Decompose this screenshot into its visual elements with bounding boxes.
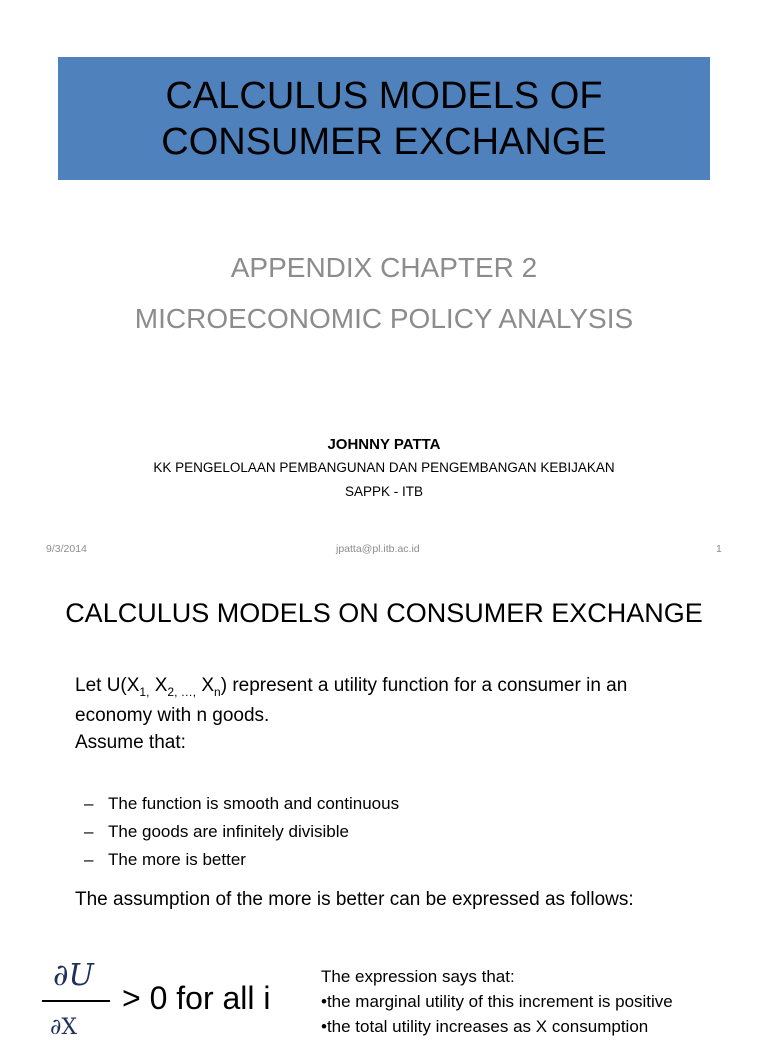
explanation-line-2: •the marginal utility of this increment is positive — [321, 992, 673, 1011]
affiliation-line-2: SAPPK - ITB — [344, 484, 424, 499]
footer-page-number: 1 — [716, 543, 722, 555]
intro-paragraph — [75, 674, 627, 728]
subscript-2: 2, …, — [167, 684, 197, 699]
intro-text-pre: Let U(X — [75, 675, 140, 696]
assume-heading: Assume that: — [75, 732, 186, 753]
intro-text-line2: economy with n goods. — [75, 704, 270, 726]
list-item-text: The function is smooth and continuous — [108, 794, 400, 813]
list-item: – The function is smooth and continuous — [84, 794, 400, 813]
formula-denominator: ∂X — [50, 1015, 78, 1040]
list-item-text: The goods are infinitely divisible — [108, 822, 349, 841]
footer-date: 9/3/2014 — [46, 543, 87, 555]
footer-email: jpatta@pl.itb.ac.id — [336, 543, 420, 555]
slide2-title: CALCULUS MODELS ON CONSUMER EXCHANGE — [65, 598, 703, 628]
subtitle-line-2: MICROECONOMIC POLICY ANALYSIS — [134, 303, 634, 334]
intro-text-mid2: X — [196, 675, 215, 696]
list-item-text: The more is better — [108, 850, 246, 869]
subtitle-line-1: APPENDIX CHAPTER 2 — [230, 252, 538, 283]
formula-numerator: ∂U — [53, 958, 94, 993]
formula-rhs: > 0 for all i — [122, 980, 271, 1016]
list-item: – The more is better — [84, 850, 246, 869]
intro-text-mid1: X — [149, 675, 168, 696]
subscript-1: 1, — [139, 684, 150, 699]
author-name: JOHNNY PATTA — [327, 436, 441, 453]
slide-title-line-2: CONSUMER EXCHANGE — [161, 120, 607, 163]
assumption-list — [84, 790, 399, 874]
subscript-n: n — [214, 684, 221, 699]
intro-text-post: ) represent a utility function for a consumer in an — [220, 675, 628, 696]
assumption-statement: The assumption of the more is better can be expressed as follows: — [75, 889, 634, 910]
slide-title-line-1: CALCULUS MODELS OF — [165, 74, 603, 117]
explanation-line-3: •the total utility increases as X consumption — [321, 1017, 649, 1036]
title-banner — [58, 57, 710, 180]
list-item: – The goods are infinitely divisible — [84, 822, 349, 841]
formula-fraction-bar — [42, 1000, 110, 1002]
explanation-line-1: The expression says that: — [321, 967, 515, 986]
explanation-block — [321, 964, 673, 1039]
affiliation-line-1: KK PENGELOLAAN PEMBANGUNAN DAN PENGEMBANGAN KEBIJAKAN — [153, 460, 615, 475]
